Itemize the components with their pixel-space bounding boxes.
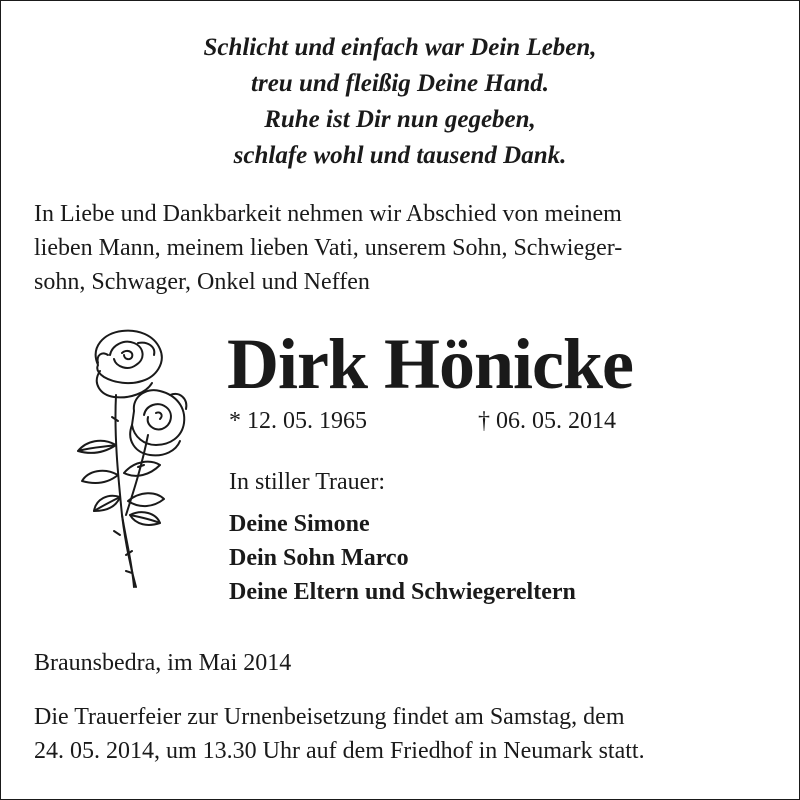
poem-line: schlafe wohl und tausend Dank. xyxy=(233,142,567,169)
service-line: 24. 05. 2014, um 13.30 Uhr auf dem Friedhof in Neumark statt. xyxy=(34,738,645,764)
mourner: Deine Simone xyxy=(229,511,370,537)
deceased-name: Dirk Hönicke xyxy=(227,324,634,404)
death-date: † 06. 05. 2014 xyxy=(478,408,616,434)
service-announcement xyxy=(34,700,645,768)
mourning-heading: In stiller Trauer: xyxy=(229,469,385,495)
mourner: Dein Sohn Marco xyxy=(229,545,409,571)
poem-line: Schlicht und einfach war Dein Leben, xyxy=(203,34,597,61)
mourner: Deine Eltern und Schwiegereltern xyxy=(229,579,576,605)
place-and-date: Braunsbedra, im Mai 2014 xyxy=(34,650,292,676)
intro-text xyxy=(34,197,774,299)
service-line: Die Trauerfeier zur Urnenbeisetzung findet am Samstag, dem xyxy=(34,704,625,730)
mourners-list xyxy=(229,507,576,609)
poem xyxy=(0,30,800,174)
intro-line: lieben Mann, meinem lieben Vati, unserem Sohn, Schwieger- xyxy=(34,235,623,261)
poem-line: Ruhe ist Dir nun gegeben, xyxy=(264,106,536,133)
intro-line: sohn, Schwager, Onkel und Neffen xyxy=(34,269,370,295)
intro-line: In Liebe und Dankbarkeit nehmen wir Abschied von meinem xyxy=(34,201,622,227)
birth-date: * 12. 05. 1965 xyxy=(229,408,367,434)
rose-icon xyxy=(38,325,198,590)
poem-line: treu und fleißig Deine Hand. xyxy=(251,70,549,97)
